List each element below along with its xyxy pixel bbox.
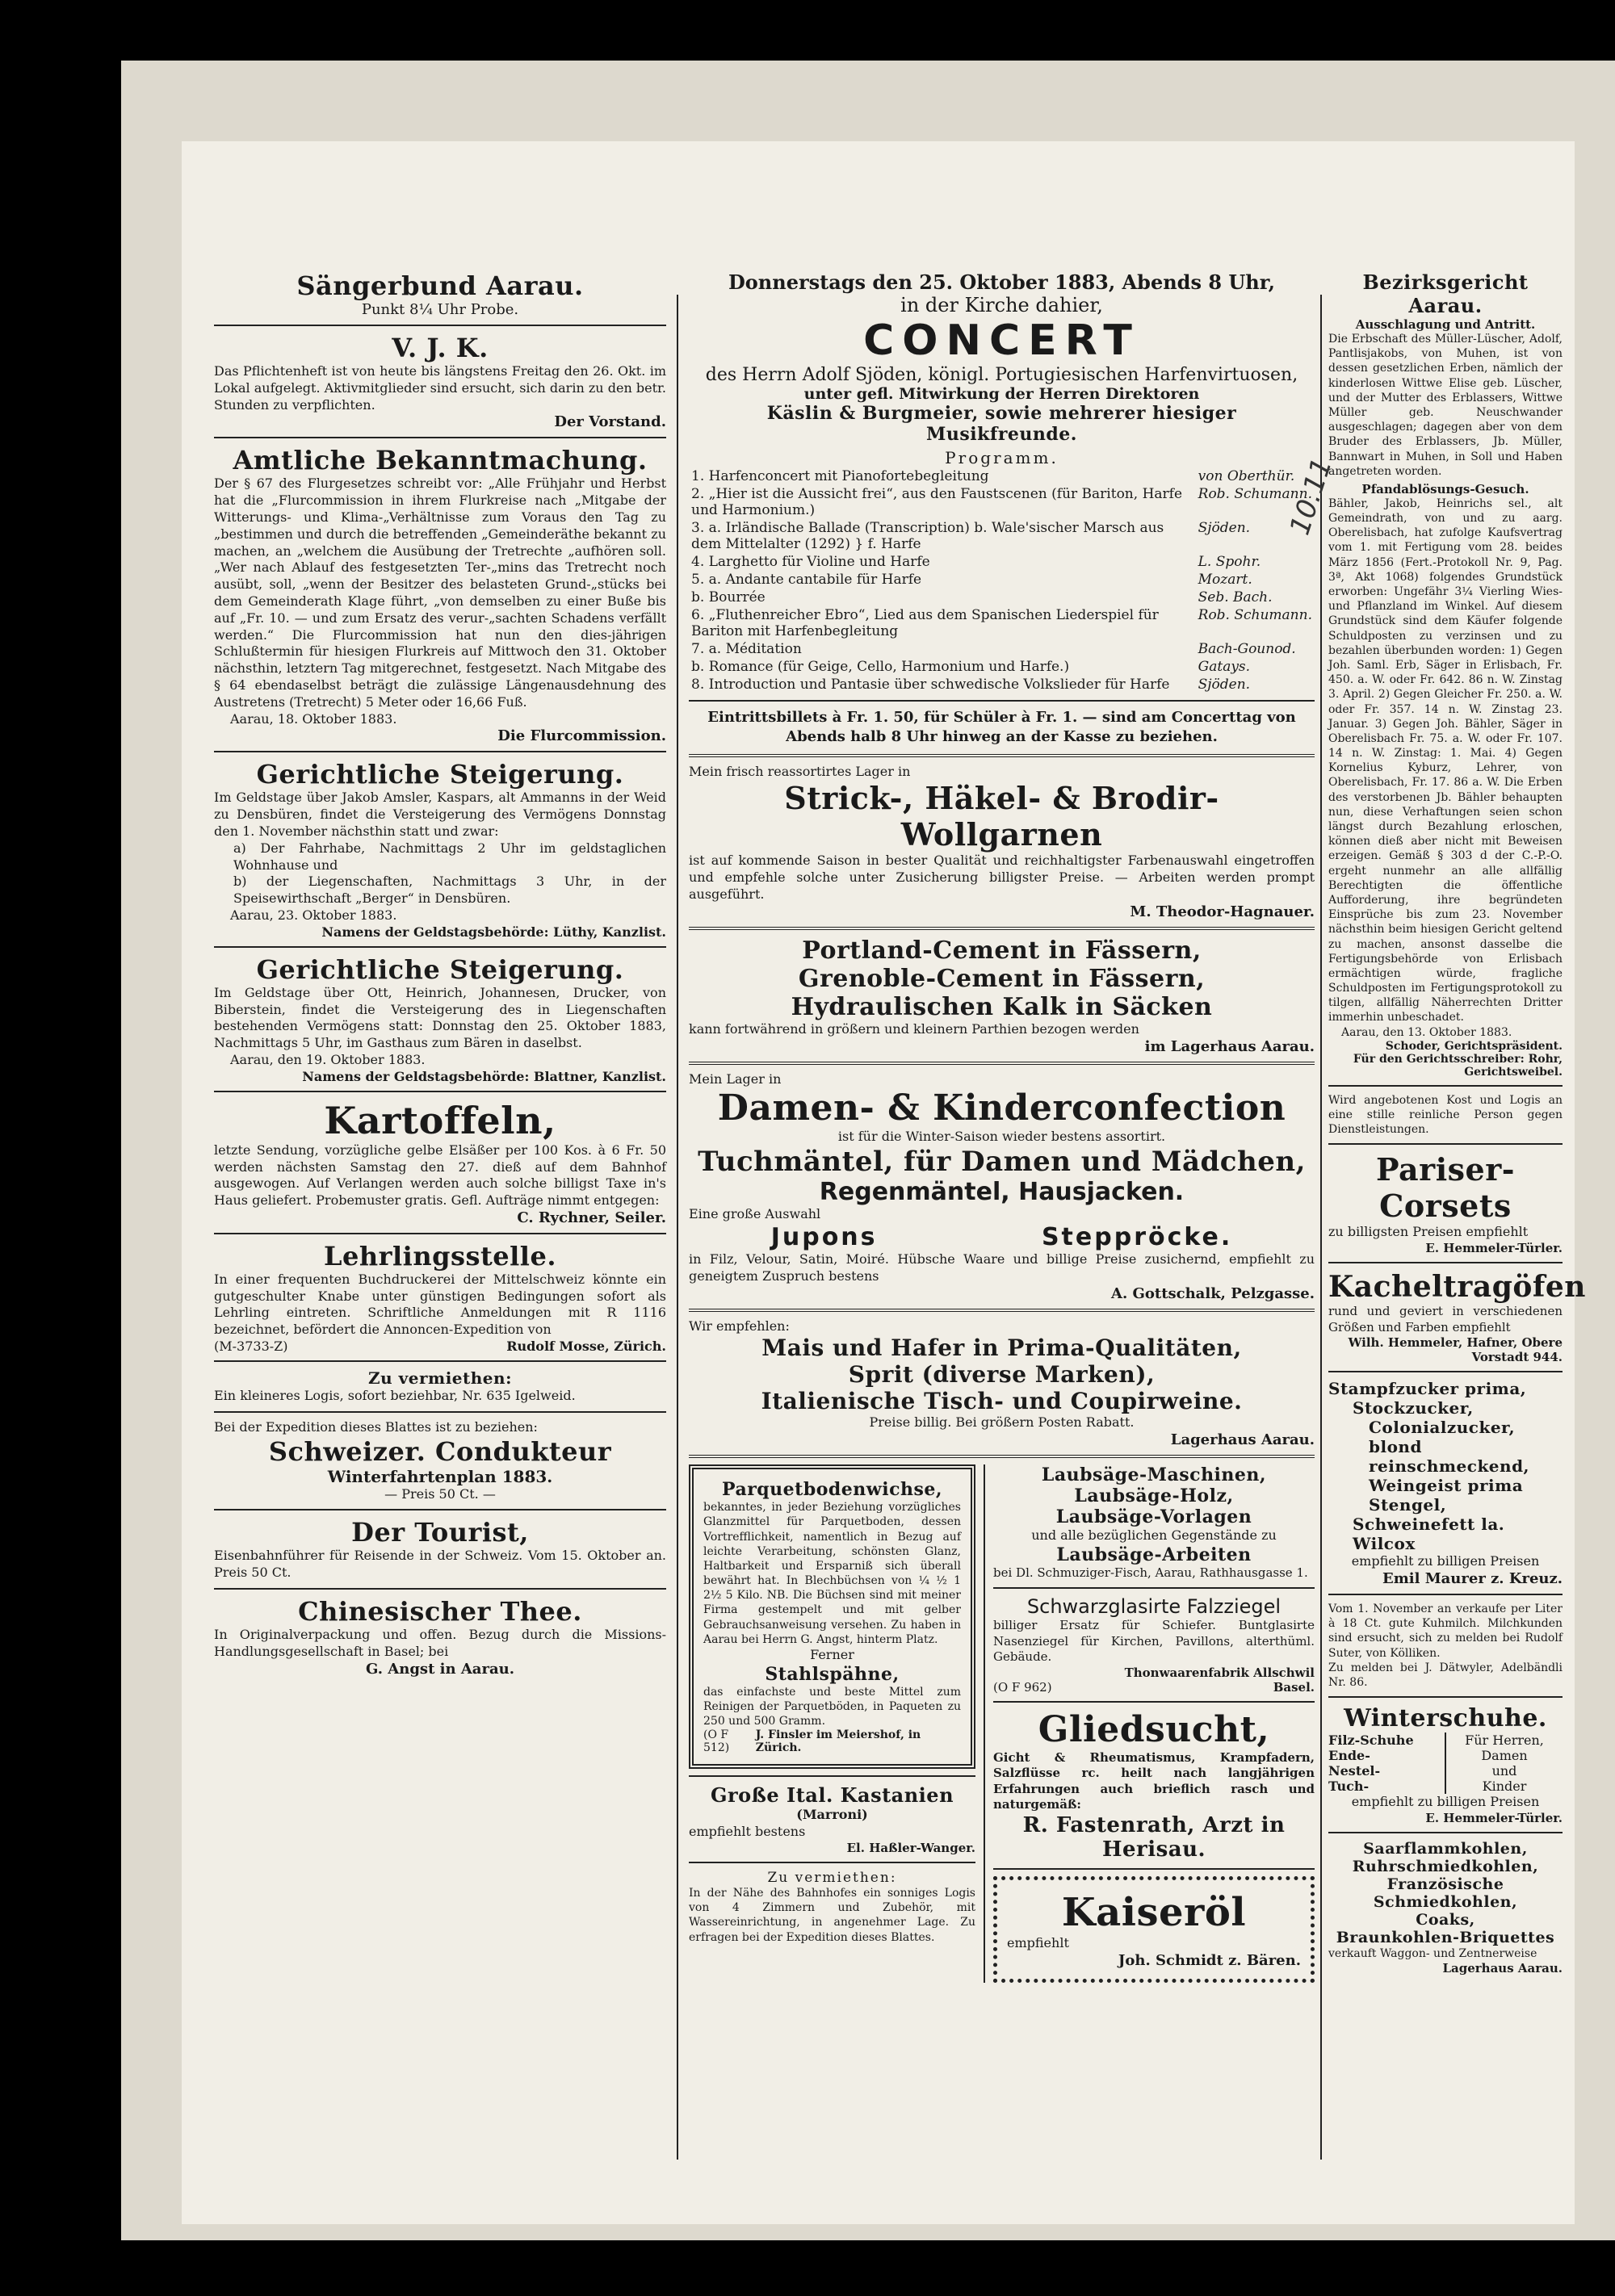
ad-item: b) der Liegenschaften, Nachmittags 3 Uhr, in der Speisewirthschaft „Berger“ in Densbüren. xyxy=(233,874,666,907)
ad-kachel xyxy=(1328,1270,1586,1365)
program-item xyxy=(689,640,1315,658)
ad-line: Laubsäge-Arbeiten xyxy=(1056,1544,1252,1565)
ad-item: Tuch- xyxy=(1328,1779,1370,1795)
ad-line: Ferner xyxy=(810,1647,854,1663)
ad-subtitle: (Marroni) xyxy=(796,1807,868,1823)
ad-text: letzte Sendung, vorzügliche gelbe Elsäßer per 100 Kos. à 6 Fr. 50 werden nächsten Samstag den 27. dieß auf dem Bahnhof ausgewogen. Auf Verlangen werden auch solche billigst Taxe in's Haus geliefert. Probemuster gratis. Gefl. Aufträge nimmt entgegen: xyxy=(214,1142,666,1209)
ad-bezirksgericht xyxy=(1328,270,1563,1079)
ad-gicht xyxy=(993,1709,1315,1862)
ad-intro: Mein Lager in xyxy=(689,1070,782,1087)
ad-code: (M-3733-Z) xyxy=(214,1339,288,1355)
ad-text: das einfachste und beste Mittel zum Reinigen der Parquetböden, in Paqueten zu 250 und 500 Gramm. xyxy=(703,1685,961,1728)
program-item xyxy=(689,519,1315,553)
ad-title: Große Ital. Kastanien xyxy=(710,1783,954,1808)
ad-title: Parquetbodenwichse, xyxy=(722,1479,942,1501)
ad-lehrlingsstelle xyxy=(214,1241,666,1354)
ad-title: Stahlspähne, xyxy=(765,1663,900,1685)
ad-signature: Joh. Schmidt z. Bären. xyxy=(1118,1951,1301,1969)
ad-mais xyxy=(689,1318,1315,1449)
ad-title: Kartoffeln, xyxy=(324,1098,556,1142)
column-rule xyxy=(677,295,678,2160)
ad-item: Kinder xyxy=(1482,1779,1527,1795)
program-item xyxy=(689,676,1315,693)
program-piece: 1. Harfenconcert mit Pianofortebegleitung xyxy=(691,468,989,484)
ad-zucker xyxy=(1328,1379,1563,1587)
bottom-ads xyxy=(689,1464,1315,1983)
ad-text: kann fortwährend in größern und kleinern Parthien bezogen werden xyxy=(689,1020,1139,1037)
ad-title: Zu vermiethen: xyxy=(767,1869,897,1886)
ad-subtitle: Punkt 8¼ Uhr Probe. xyxy=(361,301,519,318)
ad-text: zu billigsten Preisen empfiehlt xyxy=(1328,1224,1529,1240)
concert-tickets: Eintrittsbillets à Fr. 1. 50, für Schüler à Fr. 1. — sind am Concerttag von Abends halb 8 Uhr hinweg an der Kasse zu beziehen. xyxy=(707,709,1296,746)
ad-title: Schweizer. Condukteur xyxy=(268,1435,612,1467)
ad-place: Aarau, den 19. Oktober 1883. xyxy=(230,1051,426,1067)
ad-place: Basel. xyxy=(1273,1679,1315,1695)
ad-line: Hydraulischen Kalk in Säcken xyxy=(791,992,1213,1021)
ad-signature: E. Hemmeler-Türler. xyxy=(1425,1241,1563,1256)
ad-place: Aarau, 23. Oktober 1883. xyxy=(230,907,397,923)
ad-title: Sängerbund Aarau. xyxy=(296,270,584,301)
ad-item: Damen xyxy=(1481,1748,1528,1764)
ad-line: Sprit (diverse Marken), xyxy=(848,1361,1156,1389)
program-composer: Mozart. xyxy=(1198,572,1252,588)
ad-title: Gerichtliche Steigerung. xyxy=(256,953,624,985)
ad-item: Jupons xyxy=(770,1222,878,1251)
ad-signature: A. Gottschalk, Pelzgasse. xyxy=(1111,1284,1315,1302)
ad-tourist xyxy=(214,1517,666,1582)
ad-concert xyxy=(689,270,1315,748)
program-heading: Programm. xyxy=(945,448,1059,467)
ad-text: empfiehlt xyxy=(1007,1934,1069,1950)
ad-text: Die Erbschaft des Müller-Lüscher, Adolf, Pantlisjakobs, von Muhen, ist von dessen gesetzlichen Erben, nämlich der kinderlosen Wittwe Elise geb. Lüscher, und der Mutter des Erblassers, Wittwe Müller geb. Neuschwander ausgeschlagen; dagegen aber von dem Bruder des Erblassers, Jb. Müller, Bannwart in Muhen, in Soll und Haben angetreten worden. xyxy=(1328,333,1563,478)
program-item xyxy=(689,589,1315,606)
ad-item: Ende- xyxy=(1328,1748,1370,1764)
ad-code: (O F 962) xyxy=(993,1679,1052,1695)
ad-steigerung-1 xyxy=(214,759,666,939)
ad-subtitle: ist für die Winter-Saison wieder bestens assortirt. xyxy=(837,1129,1166,1145)
ad-line: Französische Schmiedkohlen, xyxy=(1373,1875,1518,1911)
ad-text: Preise billig. Bei größern Posten Rabatt. xyxy=(869,1414,1135,1431)
ad-text: verkauft Waggon- und Zentnerweise xyxy=(1328,1946,1537,1960)
ad-text: In einer frequenten Buchdruckerei der Mittelschweiz könnte ein gutgeschulter Knabe unter günstigen Bedingungen sofort als Lehrling eintreten. Schriftliche Anmeldungen mit R 1116 bezeichnet, befördert die Annoncen-Expedition von xyxy=(214,1271,666,1338)
ad-signature: Für den Gerichtsschreiber: Rohr, Gerichtsweibel. xyxy=(1353,1052,1563,1079)
program-piece: b. Romance (für Geige, Cello, Harmonium und Harfe.) xyxy=(691,659,1070,675)
ad-parquet xyxy=(689,1464,975,1769)
ad-text: empfiehlt zu billigen Preisen xyxy=(1351,1794,1540,1810)
ad-subtitle: Pfandablösungs-Gesuch. xyxy=(1361,481,1529,496)
ad-amtlich xyxy=(214,445,666,744)
ad-wolle xyxy=(689,764,1315,920)
ad-signature: Zu melden bei J. Dätwyler, Adelbändli Nr. 86. xyxy=(1328,1661,1563,1689)
left-column xyxy=(214,270,666,1678)
ad-line: Tuchmäntel, für Damen und Mädchen, xyxy=(698,1146,1306,1179)
program-piece: 2. „Hier ist die Aussicht frei“, aus den Faustscenen (für Bariton, Harfe und Harmonium.) xyxy=(691,486,1183,518)
ad-title: V. J. K. xyxy=(392,333,489,363)
ad-signature: C. Rychner, Seiler. xyxy=(517,1209,666,1226)
ad-signature: Lagerhaus Aarau. xyxy=(1170,1431,1315,1449)
ad-text: rund und geviert in verschiedenen Größen und Farben empfiehlt xyxy=(1328,1304,1563,1334)
ad-text: billiger Ersatz für Schiefer. Buntglasirte Nasenziegel für Kirchen, Pavillons, alterthüml. Gebäude. xyxy=(993,1618,1315,1665)
ad-line: Mais und Hafer in Prima-Qualitäten, xyxy=(761,1334,1242,1362)
concert-date: Donnerstags den 25. Oktober 1883, Abends 8 Uhr, xyxy=(728,270,1276,294)
ad-item: a) Der Fahrhabe, Nachmittags 2 Uhr im geldstaglichen Wohnhause und xyxy=(233,840,666,873)
ad-title: Amtliche Bekanntmachung. xyxy=(233,445,648,476)
program-composer: von Oberthür. xyxy=(1198,468,1295,484)
handwritten-annotation: 10.11 xyxy=(1283,454,1339,539)
ad-signature: El. Haßler-Wanger. xyxy=(846,1840,975,1855)
ad-text: Gicht & Rheumatismus, Krampfadern, Salzflüsse rc. heilt nach langjährigen Erfahrungen auch brieflich rasch und naturgemäß: xyxy=(993,1749,1315,1812)
program-piece: b. Bourrée xyxy=(691,589,766,605)
ad-cement xyxy=(689,936,1315,1055)
ad-line: Saarflammkohlen, xyxy=(1363,1839,1528,1858)
ad-line: Eine große Auswahl xyxy=(689,1206,821,1222)
ad-subtitle: Ausschlagung und Antritt. xyxy=(1355,317,1536,332)
ad-text: ist auf kommende Saison in bester Qualität und reichhaltigster Farbenauswahl eingetroffen und empfehle solche unter Zusicherung billigster Preise. — Arbeiten werden prompt ausgeführt. xyxy=(689,853,1315,902)
concert-venue: in der Kirche dahier, xyxy=(900,294,1103,316)
ad-line: Braunkohlen-Briquettes xyxy=(1336,1928,1555,1946)
ad-line: Schweinefett la. Wilcox xyxy=(1353,1515,1505,1554)
ad-text: Der § 67 des Flurgesetzes schreibt vor: „Alle Frühjahr und Herbst hat die „Flurcommission in ihrem Flurkreise nach „Mitgabe der Witterungs- und Klima-„Verhältnisse zum Voraus den Tag zu „bestimmen und durch die betreffenden „Gemeinderäthe bekannt zu machen, an „welchem die Ausübung der Tretrechte „aufhören soll. „Wer nach Ablauf des festgesetzten Ter-„mins das Tretrecht noch ausübt, soll, „wenn der Besitzer des belasteten Grund-„stücks bei dem Gemeinderath Klage führt, „von demselben zu einer Buße bis auf „Fr. 10. — und zum Ersatz des verur-„sachten Schadens verfällt werden.“ Die Flurcommission hat nun den dies-jährigen Schlußtermin für hiesigen Flurkreis auf Mittwoch den 31. Oktober nächsthin, letztern Tag mitgerechnet, festgesetzt. Nach Mitgabe des § 64 ebendaselbst beträgt die zulässige Längenausdehnung des Austretens (Tretrecht) 5 Meter oder 16,66 Fuß. xyxy=(214,476,666,710)
concert-cooperation: unter gefl. Mitwirkung der Herren Direktoren xyxy=(803,385,1200,403)
ad-thee xyxy=(214,1596,666,1678)
ad-kastanien xyxy=(689,1783,975,1855)
ad-signature: J. Finsler im Meiershof, in Zürich. xyxy=(755,1728,921,1755)
ad-falzziegel xyxy=(993,1595,1315,1695)
ad-signature: Wilh. Hemmeler, Hafner, Obere Vorstadt 944. xyxy=(1348,1335,1563,1365)
ad-code: (O F 512) xyxy=(703,1728,730,1755)
ad-text: empfiehlt bestens xyxy=(689,1824,806,1840)
ad-intro: Mein frisch reassortirtes Lager in xyxy=(689,763,911,779)
ad-signature: Der Vorstand. xyxy=(554,413,666,431)
program-composer: Sjöden. xyxy=(1198,520,1251,536)
ad-text: empfiehlt zu billigen Preisen xyxy=(1351,1553,1540,1569)
ad-title: Winterschuhe. xyxy=(1344,1704,1547,1733)
ad-title: Lehrlingsstelle. xyxy=(324,1240,556,1272)
concert-directors: Käslin & Burgmeier, sowie mehrerer hiesiger Musikfreunde. xyxy=(766,403,1237,445)
ad-text: In der Nähe des Bahnhofes ein sonniges Logis von 4 Zimmern und Zubehör, mit Wassereinrichtung, in angenehmer Lage. Zu erfragen bei der Expedition dieses Blattes. xyxy=(689,1886,975,1944)
ad-milch xyxy=(1328,1602,1563,1690)
ad-logis xyxy=(689,1870,975,1945)
bottom-right-block xyxy=(993,1464,1315,1983)
ad-signature: M. Theodor-Hagnauer. xyxy=(1130,903,1315,920)
program-table xyxy=(689,467,1315,693)
program-item xyxy=(689,571,1315,589)
ad-text: in Filz, Velour, Satin, Moiré. Hübsche Waare und billige Preise zusichernd, empfiehlt zu geneigtem Zuspruch bestens xyxy=(689,1251,1315,1284)
ad-text: bekanntes, in jeder Beziehung vorzügliches Glanzmittel für Parquetboden, dessen Vortrefflichkeit, namentlich in Bezug auf leichte Verarbeitung, schönsten Glanz, Haltbarkeit und Ersparniß sich überall bewährt hat. In Blechbüchsen von ¼ ½ 1 2½ 5 Kilo. NB. Die Büchsen sind mit meiner Firma gestempelt und mit gelber Gebrauchsanweisung versehen. Zu haben in Aarau bei Herrn G. Angst, hinterm Platz. xyxy=(703,1501,961,1646)
ad-corsets xyxy=(1328,1151,1563,1255)
ad-title: Gerichtliche Steigerung. xyxy=(256,759,624,790)
ad-title: Zu vermiethen: xyxy=(368,1368,512,1389)
ad-place: Aarau, den 13. Oktober 1883. xyxy=(1341,1025,1512,1039)
ad-signature: Namens der Geldstagsbehörde: Blattner, Kanzlist. xyxy=(302,1068,666,1084)
ad-kohlen xyxy=(1328,1840,1563,1975)
ad-signature: Rudolf Mosse, Zürich. xyxy=(506,1339,666,1355)
ad-item: Steppröcke. xyxy=(1041,1222,1233,1251)
program-piece: 8. Introduction und Pantasie über schwedische Volkslieder für Harfe xyxy=(691,677,1170,693)
ad-title: Strick-, Häkel- & Brodir-Wollgarnen xyxy=(784,780,1219,853)
program-composer: Gatays. xyxy=(1198,659,1251,675)
ad-intro: Bei der Expedition dieses Blattes ist zu beziehen: xyxy=(214,1418,538,1435)
ad-text: Eisenbahnführer für Reisende in der Schweiz. Vom 15. Oktober an. Preis 50 Ct. xyxy=(214,1548,666,1581)
ad-kartoffeln xyxy=(214,1099,666,1226)
ad-kaiseroel xyxy=(993,1876,1315,1983)
ad-signature: Emil Maurer z. Kreuz. xyxy=(1382,1569,1563,1587)
concert-performer: des Herrn Adolf Sjöden, königl. Portugiesischen Harfenvirtuosen, xyxy=(705,365,1298,385)
program-composer: Rob. Schumann. xyxy=(1198,607,1312,623)
right-column xyxy=(1328,270,1586,1976)
program-item xyxy=(689,658,1315,676)
ad-title: Bezirksgericht Aarau. xyxy=(1362,270,1529,317)
program-composer: L. Spohr. xyxy=(1198,554,1261,570)
program-item xyxy=(689,467,1315,485)
ad-signature: Die Flurcommission. xyxy=(497,727,666,745)
ad-line: Grenoble-Cement in Fässern, xyxy=(798,964,1206,993)
ad-title: Pariser-Corsets xyxy=(1376,1151,1515,1225)
middle-column xyxy=(689,270,1315,1983)
ad-signature: im Lagerhaus Aarau. xyxy=(1144,1037,1315,1055)
ad-signature: Thonwaarenfabrik Allschwil xyxy=(1124,1665,1315,1680)
program-composer: Rob. Schumann. xyxy=(1198,486,1312,502)
ad-item: Filz-Schuhe xyxy=(1328,1732,1414,1749)
ad-text: Bähler, Jakob, Heinrichs sel., alt Gemeindrath, von und zu aarg. Oberelisbach, hat zufolge Kaufsvertrag vom 1. mit Fertigung vom 28. beides März 1856 (Fert.-Protokoll Nr. 9, Pag. 3ª, Akt 1068) folgendes Grundstück erworben: Ungefähr 3¼ Vierling Wies- und Pflanzland im Winkel. Auf diesem Grundstück sind dem Käufer folgende Schuldposten zu verzinsen und zu bezahlen überbunden worden: 1) Gegen Joh. Saml. Erb, Säger in Erlisbach, Fr. 450. a. W. oder Fr. 642. 86 n. W. Zinstag 3. April. 2) Gegen Gleicher Fr. 250. a. W. oder Fr. 357. 14 n. W. Zinstag 23. Januar. 3) Gegen Joh. Bähler, Säger in Oberelisbach Fr. 75. a. W. oder Fr. 107. 14 n. W. Zinstag: 1. Mai. 4) Gegen Kornelius Kyburz, Lehrer, von Oberelisbach, Fr. 17. 86 a. W. Die Erben des verstorbenen Jb. Bähler behaupten nun, diese Verhaftungen seien schon längst durch Bezahlung erloschen, können dieß aber nicht mit Beweisen erzeigen. Gemäß § 303 d der C.-P.-O. ergeht nunmehr an alle allfällig Berechtigten die öffentliche Aufforderung, ihre begründeten Einsprüche bis zum 23. November nächsthin beim hiesigen Gericht geltend zu machen, ansonst dasselbe die Fertigungsbehörde von Erlisbach ermächtigen würde, fragliche Schuldposten im Fertigungsprotokoll zu tilgen, allfällig Näherrechten Dritter immerhin unbeschadet. xyxy=(1328,496,1563,1024)
ad-text: Im Geldstage über Jakob Amsler, Kaspars, alt Ammanns in der Weid zu Densbüren, findet die Versteigerung des Vermögens Donnstag den 1. November nächsthin statt und zwar: xyxy=(214,790,666,839)
ad-item: Nestel- xyxy=(1328,1763,1381,1779)
program-item xyxy=(689,606,1315,640)
ad-line: Stockzucker, xyxy=(1353,1398,1474,1418)
ad-signature: Namens der Geldstagsbehörde: Lüthy, Kanzlist. xyxy=(321,924,666,940)
program-composer: Seb. Bach. xyxy=(1198,589,1273,605)
ad-laubsaege xyxy=(993,1464,1315,1581)
program-item xyxy=(689,553,1315,571)
ad-line: Ruhrschmiedkohlen, xyxy=(1352,1857,1539,1875)
ad-vjk xyxy=(214,333,666,430)
program-composer: Bach-Gounod. xyxy=(1198,641,1296,657)
ad-title: Gliedsucht, xyxy=(1038,1708,1270,1750)
program-piece: 6. „Fluthenreicher Ebro“, Lied aus dem Spanischen Liederspiel für Bariton mit Harfenbegleitung xyxy=(691,607,1159,639)
ad-text: Vom 1. November an verkaufe per Liter à 18 Ct. gute Kuhmilch. Milchkunden sind ersucht, sich zu melden bei Rudolf Suter, von Kölliken. xyxy=(1328,1602,1563,1660)
newspaper-page xyxy=(182,141,1586,2224)
ad-text: Das Pflichtenheft ist von heute bis längstens Freitag den 26. Okt. im Lokal aufgelegt. Aktivmitglieder sind ersucht, sich darin zu den betr. Stunden zu verpflichten. xyxy=(214,363,666,413)
ad-line: Portland-Cement in Fässern, xyxy=(802,936,1202,965)
ad-line: Stampfzucker prima, xyxy=(1328,1379,1527,1399)
concert-title: CONCERT xyxy=(863,316,1140,365)
column-rule xyxy=(1320,295,1322,2160)
ad-line: Laubsäge-Maschinen, xyxy=(1041,1464,1267,1486)
ad-signature: E. Hemmeler-Türler. xyxy=(1425,1810,1563,1825)
ad-kondukteur xyxy=(214,1419,666,1503)
ad-signature: Lagerhaus Aarau. xyxy=(1442,1961,1563,1976)
ad-kost: Wird angebotenen Kost und Logis an eine stille reinliche Person gegen Dienstleistungen. xyxy=(1328,1093,1563,1137)
ad-saengerbund xyxy=(214,270,666,318)
ad-price: — Preis 50 Ct. — xyxy=(384,1485,496,1502)
ad-title: Kaiseröl xyxy=(1061,1889,1247,1935)
ad-title: Damen- & Kinderconfection xyxy=(717,1087,1286,1129)
program-composer: Sjöden. xyxy=(1198,677,1251,693)
ad-signature: bei Dl. Schmuziger-Fisch, Aarau, Rathhausgasse 1. xyxy=(993,1565,1308,1580)
ad-text: Im Geldstage über Ott, Heinrich, Johannesen, Drucker, von Biberstein, findet die Versteigerung des in Liegenschaften bestehenden Vermögens statt: Donnstag den 25. Oktober 1883, Nachmittags 5 Uhr, im Gasthaus zum Bären in daselbst. xyxy=(214,984,666,1051)
ad-line: Colonialzucker, blond reinschmeckend, xyxy=(1369,1418,1530,1477)
program-piece: 3. a. Irländische Ballade (Transcription) b. Wale'sischer Marsch aus dem Mittelalter (1292) } f. Harfe xyxy=(691,520,1164,552)
ad-signature: R. Fastenrath, Arzt in Herisau. xyxy=(1022,1812,1286,1862)
ad-line: Regenmäntel, Hausjacken. xyxy=(819,1178,1185,1207)
ad-text: In Originalverpackung und offen. Bezug durch die Missions-Handlungsgesellschaft in Basel; bei xyxy=(214,1627,666,1659)
ad-text: und alle bezüglichen Gegenstände zu xyxy=(1031,1527,1277,1544)
program-piece: 7. a. Méditation xyxy=(691,641,802,657)
ad-line: Coaks, xyxy=(1416,1910,1475,1929)
ad-item: und xyxy=(1491,1763,1517,1779)
ad-title: Kacheltragöfen xyxy=(1328,1270,1586,1305)
ad-line: Laubsäge-Holz, xyxy=(1074,1485,1234,1507)
ad-intro: Wir empfehlen: xyxy=(689,1318,790,1334)
program-item xyxy=(689,485,1315,519)
ad-line: Italienische Tisch- und Coupirweine. xyxy=(761,1388,1243,1415)
ad-signature: G. Angst in Aarau. xyxy=(366,1660,514,1678)
ad-title: Der Tourist, xyxy=(351,1517,529,1548)
ad-steigerung-2 xyxy=(214,954,666,1084)
ad-line: Laubsäge-Vorlagen xyxy=(1055,1506,1252,1528)
ad-title: Schwarzglasirte Falzziegel xyxy=(1026,1595,1282,1619)
ad-subtitle: Winterfahrtenplan 1883. xyxy=(327,1466,553,1486)
ad-item: Für Herren, xyxy=(1465,1732,1544,1749)
newspaper-sheet xyxy=(121,61,1615,2240)
program-piece: 5. a. Andante cantabile für Harfe xyxy=(691,572,922,588)
ad-winterschuhe xyxy=(1328,1704,1563,1825)
program-piece: 4. Larghetto für Violine und Harfe xyxy=(691,554,930,570)
ad-title: Chinesischer Thee. xyxy=(298,1596,582,1628)
ad-line: Weingeist prima Stengel, xyxy=(1369,1476,1524,1515)
ad-place: Aarau, 18. Oktober 1883. xyxy=(230,710,397,727)
bottom-left-block xyxy=(689,1464,975,1983)
ad-text: Ein kleineres Logis, sofort beziehbar, Nr. 635 Igelweid. xyxy=(214,1388,576,1404)
ad-vermieten xyxy=(214,1368,666,1405)
ad-signature: Schoder, Gerichtspräsident. xyxy=(1385,1039,1563,1053)
ad-confection xyxy=(689,1071,1315,1302)
